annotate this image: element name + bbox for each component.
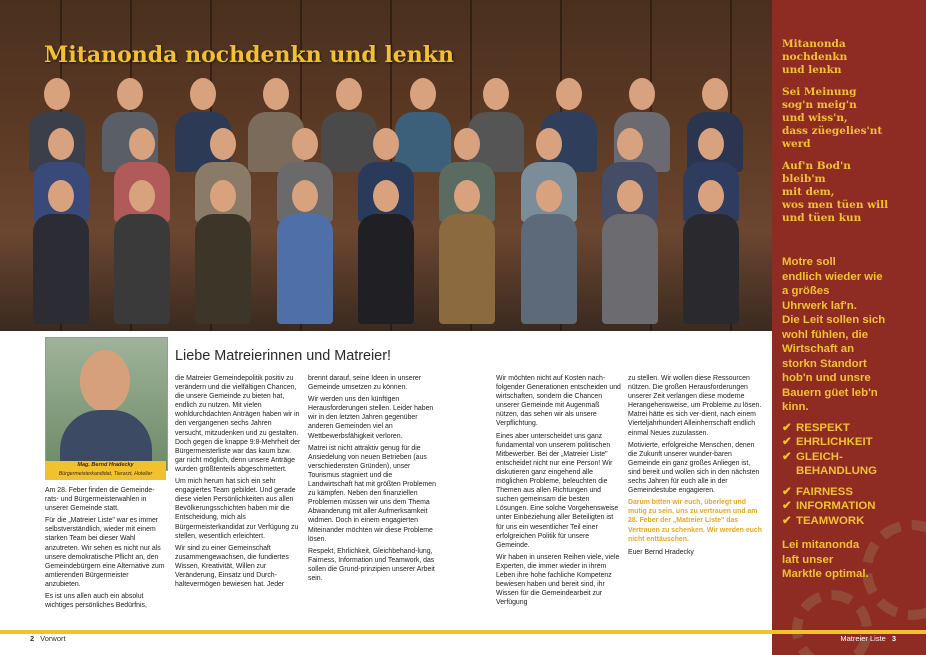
article-column-5 bbox=[628, 374, 763, 560]
candidate-portrait bbox=[45, 337, 168, 471]
page-number-right: 3 bbox=[891, 634, 896, 643]
paragraph: Wir haben in unseren Reihen viele, viele Experten, die immer wieder in ihrem Leben ihre hohe fachliche Kompetenz bewiesen haben und bereit sind, ihr Wissen für die Gemeindearbeit zur Verfügung bbox=[496, 553, 620, 607]
check-icon: ✔ bbox=[782, 500, 792, 512]
sidebar-manifesto bbox=[782, 255, 922, 582]
value-item: ✔ FAIRNESS bbox=[782, 485, 853, 498]
sidebar-intro: Motre soll endlich wieder wie a größes Uhrwerk laf'n. Die Leit sollen sich wohl fühlen, die Wirtschaft an storkn Standort hob'n und unsre Bauern güet leb'n kinn. bbox=[782, 256, 886, 413]
paragraph: Um mich herum hat sich ein sehr engagiertes Team gebildet. Und gerade diese vielen Persönlichkeiten aus allen Bevölkerungsschichten haben mir die Entscheidung, mich als Bürgermeisterkandidat zur Verfügung zu stellen, wesentlich erleichtert. bbox=[175, 478, 299, 540]
paragraph: Eines aber unterscheidet uns ganz fundamental von unserem politischen Mitbewerber. Bei der „Matreier Liste" entscheidet nicht nur eine Person! Wir diskutieren ganz eingehend alle möglichen Probleme, beleuchten die Themen aus allen Richtungen und suchen gemeinsam die besten Lösungen. Eine solche Vorgehensweise unter Einbeziehung aller Beteiligten ist für uns ein wesentlicher Teil einer erfolgreichen Politik für unsere Gemeinde. bbox=[496, 432, 619, 549]
paragraph: Für die „Matreier Liste" war es immer selbstverständlich, wieder mit einem starken Team bei dieser Wahl anzutreten. Wir sehen es nicht nur als unsere demokratische Pflicht an, den Gemeindebürgern eine Alternative zum amtierenden Bürgermeister anzubieten. bbox=[45, 517, 165, 588]
check-icon: ✔ bbox=[782, 450, 792, 463]
check-icon: ✔ bbox=[782, 485, 792, 498]
value-item: ✔ GLEICH- BEHANDLUNG bbox=[782, 450, 877, 477]
value-item: ✔ RESPEKT bbox=[782, 421, 850, 434]
paragraph: Wir möchten nicht auf Kosten nach-folgender Generationen entscheiden und wirtschaften, sondern die Chancen unserer Gemeinde mit Augenmaß nützen, das sehen wir als unsere Verpflichtung. bbox=[496, 375, 621, 428]
article-column-4 bbox=[496, 374, 621, 610]
value-item: ✔ INFORMATION bbox=[782, 500, 876, 512]
check-icon: ✔ bbox=[782, 421, 792, 434]
paragraph: Respekt, Ehrlichkeit, Gleichbehand-lung, Fairness, Information und Teamwork, das sollen die Grund-prinzipien unserer Arbeit sein. bbox=[308, 547, 435, 582]
portrait-caption bbox=[45, 461, 166, 480]
article-column-2 bbox=[175, 374, 301, 592]
candidate-name: Mag. Bernd Hradecky bbox=[77, 462, 134, 468]
page-number-left: 2 bbox=[30, 634, 35, 643]
photo-title: Mitanonda nochdenkn und lenkn bbox=[44, 42, 455, 68]
signature: Euer Bernd Hradecky bbox=[628, 548, 694, 556]
paragraph: die Matreier Gemeindepolitik positiv zu verändern und die vielfältigen Chancen, die unsere Gemeinde zu bieten hat, endlich zu nutzen. Mit vielen wohldurchdachten Anträgen haben wir in den vergangenen sechs Jahren versucht, mitzudenken und zu gestalten. Doch gegen die knappe 9:8-Mehrheit der Bürgermeisterliste war das kaum bzw. gar nicht möglich, denn unsere Anträge wurden größtenteils abgeschmettert. bbox=[175, 375, 301, 473]
footer-left bbox=[30, 634, 66, 643]
highlight-appeal: Darum bitten wir euch, überlegt und mutig zu sein, uns zu vertrauen und am 28. Feber der „Matreier Liste" das Vertrauen zu schenken. Wir werden euch nicht enttäuschen. bbox=[628, 499, 762, 543]
paragraph: Matrei ist nicht attraktiv genug für die Ansiedelung von neuen Betrieben (aus verschiedensten Gründen), unser Tourismus stagniert und die Landwirtschaft hat mit größten Problemen zu kämpfen. Neben den finanziellen Problemen müssen wir uns dem Thema Abwanderung mit aller Aufmerksamkeit widmen. Doch in einem engagierten Miteinander möchten wir diese Probleme lösen. bbox=[308, 444, 436, 543]
paragraph: Motivierte, erfolgreiche Menschen, denen die Zukunft unserer wunder-baren Gemeinde ein ganz großes Anliegen ist, sind bereit und wollen sich in den nächsten sechs Jahren für euch alle in der Gemeindestube engagieren. bbox=[628, 441, 760, 495]
section-label: Vorwort bbox=[40, 634, 66, 643]
value-item: ✔ TEAMWORK bbox=[782, 514, 865, 527]
paragraph: Am 28. Feber finden die Gemeinde-rats- und Bürgermeisterwahlen in unserer Gemeinde statt. bbox=[45, 487, 155, 513]
team-photo bbox=[0, 0, 772, 331]
check-icon: ✔ bbox=[782, 436, 792, 448]
footer-right bbox=[840, 634, 896, 643]
publication-label: Matreier Liste bbox=[840, 634, 886, 643]
slogan-sidebar bbox=[772, 0, 926, 655]
candidate-role: Bürgermeisterkandidat, Tierarzt, Hotelier bbox=[58, 470, 153, 477]
footer-bar bbox=[0, 630, 772, 634]
quote-line-1: Mitanonda nochdenkn und lenkn bbox=[782, 38, 848, 76]
check-icon: ✔ bbox=[782, 514, 792, 527]
value-item: ✔ EHRLICHKEIT bbox=[782, 436, 873, 448]
sidebar-closing: Lei mitanonda laft unser Marktle optimal. bbox=[782, 539, 869, 580]
quote-line-2: Sei Meinung sog'n meig'n und wiss'n, dass züegelies'nt werd bbox=[782, 86, 883, 150]
quote-line-3: Auf'n Bod'n bleib'm mit dem, wos men tüen will und tüen kun bbox=[782, 160, 889, 224]
article-column-1 bbox=[45, 486, 166, 613]
paragraph: zu stellen. Wir wollen diese Ressourcen nützen. Die großen Herausforderungen unserer Zeit verlangen diese moderne Herangehensweise, um Probleme zu lösen. Matrei hätte es sich ver-dient, nach einem Vierteljahrhundert Alleinherrschaft endlich einmal Neues zuzulassen. bbox=[628, 375, 762, 437]
article-column-3 bbox=[308, 374, 438, 586]
sidebar-quote bbox=[782, 38, 888, 234]
paragraph: Wir werden uns den künftigen Herausforderungen stellen. Leider haben wir in den letzten Jahren gegenüber anderen Gemeinden viel an Wettbewerbsfähigkeit verloren. bbox=[308, 396, 434, 440]
values-list bbox=[782, 421, 922, 529]
paragraph: brennt darauf, seine Ideen in unserer Gemeinde umsetzen zu können. bbox=[308, 375, 422, 392]
paragraph: Es ist uns allen auch ein absolut wichtiges persönliches Bedürfnis, bbox=[45, 593, 147, 610]
article-heading: Liebe Matreierinnen und Matreier! bbox=[175, 348, 391, 364]
paragraph: Wir sind zu einer Gemeinschaft zusammengewachsen, die fundiertes Wissen, Kreativität, Willen zur Veränderung, Einsatz und Durch-haltevermögen bewiesen hat. Jeder bbox=[175, 544, 289, 589]
